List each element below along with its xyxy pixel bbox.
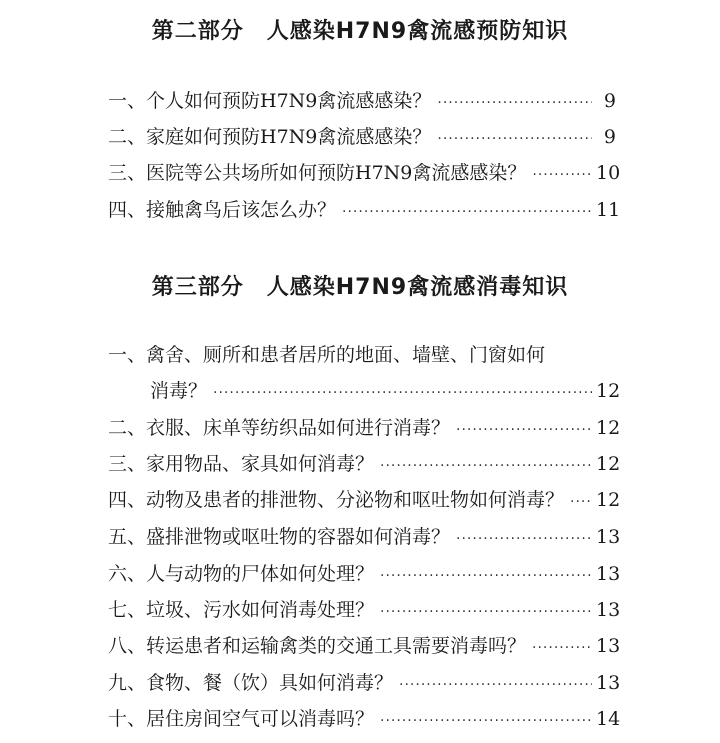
toc-entry-text: 四、动物及患者的排泄物、分泌物和呕吐物如何消毒？ — [108, 489, 565, 511]
toc-leader-dots — [570, 491, 592, 513]
toc-page-number: 13 — [596, 635, 621, 657]
toc-entry[interactable] — [108, 524, 621, 550]
toc-entry-text: 四、接触禽鸟后该怎么办？ — [108, 199, 337, 221]
toc-page-number: 9 — [603, 90, 616, 112]
toc-entry[interactable] — [108, 633, 621, 659]
toc-entry[interactable] — [108, 197, 621, 223]
section-2-title: 第二部分 人感染H7N9禽流感预防知识 — [151, 19, 569, 44]
toc-entry-text: 一、个人如何预防H7N9禽流感感染？ — [108, 90, 432, 112]
toc-entry-continuation[interactable] — [150, 378, 621, 404]
toc-entry[interactable] — [108, 160, 621, 186]
toc-entry[interactable] — [108, 670, 621, 696]
toc-entry-text: 十、居住房间空气可以消毒吗？ — [108, 708, 375, 730]
toc-leader-dots — [213, 382, 592, 404]
toc-leader-dots — [380, 710, 592, 732]
toc-leader-dots — [456, 528, 592, 550]
toc-leader-dots — [532, 637, 592, 659]
toc-entry[interactable] — [108, 706, 621, 732]
toc-leader-dots — [437, 92, 592, 114]
toc-entry[interactable] — [108, 451, 621, 477]
toc-leader-dots — [399, 674, 592, 696]
toc-entry-text: 消毒？ — [150, 380, 208, 402]
toc-entry[interactable] — [108, 487, 621, 513]
toc-page-number: 12 — [596, 489, 621, 511]
toc-page-number: 12 — [596, 380, 621, 402]
toc-page-number: 12 — [596, 453, 621, 475]
toc-leader-dots — [532, 164, 592, 186]
toc-leader-dots — [380, 565, 592, 587]
toc-page-number: 11 — [596, 199, 621, 221]
toc-entry[interactable] — [108, 561, 621, 587]
toc-entry-text: 三、家用物品、家具如何消毒？ — [108, 453, 375, 475]
toc-page-number: 9 — [603, 126, 616, 148]
toc-leader-dots — [342, 201, 592, 223]
toc-page-number: 13 — [596, 563, 621, 585]
toc-leader-dots — [380, 601, 592, 623]
toc-entry-text: 二、家庭如何预防H7N9禽流感感染？ — [108, 126, 432, 148]
toc-page-number: 10 — [596, 162, 621, 184]
toc-leader-dots — [456, 419, 592, 441]
toc-page-number: 13 — [596, 672, 621, 694]
section-3-title: 第三部分 人感染H7N9禽流感消毒知识 — [151, 275, 569, 300]
toc-entry-text: 六、人与动物的尸体如何处理？ — [108, 563, 375, 585]
toc-page-number: 14 — [596, 708, 621, 730]
toc-entry[interactable] — [108, 415, 621, 441]
toc-page-number: 12 — [596, 417, 621, 439]
toc-entry[interactable] — [108, 88, 616, 114]
toc-entry-text: 一、禽舍、厕所和患者居所的地面、墙壁、门窗如何 — [108, 344, 546, 366]
toc-entry[interactable] — [108, 124, 616, 150]
toc-entry[interactable] — [108, 597, 621, 623]
toc-leader-dots — [437, 128, 592, 150]
toc-entry-text: 九、食物、餐（饮）具如何消毒？ — [108, 672, 394, 694]
toc-entry-text: 三、医院等公共场所如何预防H7N9禽流感感染？ — [108, 162, 527, 184]
toc-entry-text: 二、衣服、床单等纺织品如何进行消毒？ — [108, 417, 451, 439]
toc-entry-text: 七、垃圾、污水如何消毒处理？ — [108, 599, 375, 621]
toc-entry-text: 五、盛排泄物或呕吐物的容器如何消毒？ — [108, 526, 451, 548]
toc-leader-dots — [380, 455, 592, 477]
toc-page-number: 13 — [596, 526, 621, 548]
toc-page-number: 13 — [596, 599, 621, 621]
toc-entry-text: 八、转运患者和运输禽类的交通工具需要消毒吗？ — [108, 635, 527, 657]
toc-entry-first-line[interactable] — [108, 342, 616, 368]
